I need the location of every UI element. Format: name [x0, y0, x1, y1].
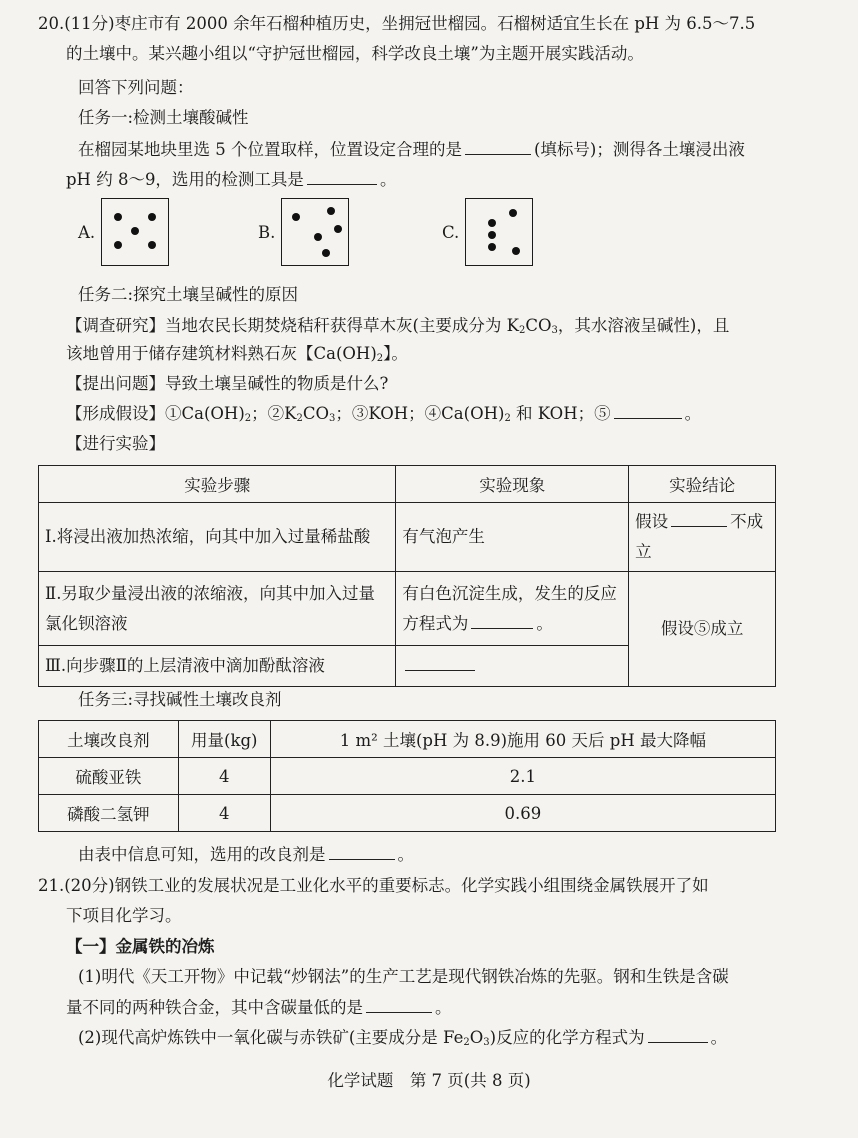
conclusion-1 [629, 503, 776, 572]
table-row [39, 758, 776, 795]
subscript: 2 [296, 413, 303, 424]
option-c-label: C. [442, 222, 460, 242]
option-a-label: A. [78, 222, 96, 242]
subscript: 2 [463, 1037, 470, 1048]
option-b-diagram [281, 198, 349, 266]
research-text: 该地曾用于储存建筑材料熟石灰【Ca(OH) [66, 344, 377, 363]
option-a [78, 198, 169, 266]
conclusion-2: 假设⑤成立 [629, 572, 776, 687]
sample-dot [148, 213, 156, 221]
hyp-text: 【形成假设】①Ca(OH) [66, 404, 245, 423]
subscript: 2 [244, 413, 252, 424]
option-b-label: B. [258, 222, 276, 242]
task1-title: 任务一:检测土壤酸碱性 [78, 108, 249, 127]
hyp-text: ；②K [251, 404, 297, 423]
conclusion-text: 不成立 [635, 512, 764, 561]
answer-blank-conclusion1[interactable] [671, 510, 727, 527]
table-row [39, 572, 776, 646]
experiment-title: 【进行实验】 [66, 434, 165, 453]
answer-blank-equation2[interactable] [648, 1026, 708, 1043]
task3-title: 任务三:寻找碱性土壤改良剂 [78, 690, 282, 709]
hyp-text: CO [302, 404, 329, 423]
amendment-ph-drop: 0.69 [270, 795, 775, 832]
hyp-text: 和 KOH；⑤ [510, 404, 611, 423]
amendment-ph-drop: 2.1 [270, 758, 775, 795]
subscript: 2 [376, 353, 384, 364]
step-2: Ⅱ.另取少量浸出液的浓缩液，向其中加入过量氯化钡溶液 [39, 572, 396, 646]
p2-text: )反应的化学方程式为 [489, 1028, 645, 1047]
sample-dot [509, 209, 517, 217]
header-amendment: 土壤改良剂 [39, 721, 179, 758]
sample-dot [488, 243, 496, 251]
hyp-text: 。 [684, 404, 702, 423]
step-1: Ⅰ.将浸出液加热浓缩，向其中加入过量稀盐酸 [39, 503, 396, 572]
sample-dot [114, 213, 122, 221]
subscript: 2 [504, 413, 511, 424]
sample-dot [314, 233, 322, 241]
sample-dot [512, 247, 520, 255]
q20-intro-line1: 20.(11分)枣庄市有 2000 余年石榴种植历史，坐拥冠世榴园。石榴树适宜生长在 pH 为 6.5～7.5 [38, 14, 756, 33]
task1-line2 [66, 168, 396, 192]
answer-blank-amendment[interactable] [329, 843, 395, 860]
q21-p1-line2 [66, 996, 452, 1020]
p2-text: (2)现代高炉炼铁中一氧化碳与赤铁矿(主要成分是 Fe [78, 1028, 464, 1047]
task1-line1 [78, 138, 745, 162]
table-header-row [39, 466, 776, 503]
option-c-diagram [465, 198, 533, 266]
p1-text: 。 [435, 998, 452, 1017]
phenomenon-text: 有白色沉淀生成，发生的反应方程式为 [402, 583, 617, 633]
conclusion-text: 由表中信息可知，选用的改良剂是 [78, 845, 326, 864]
conclusion-text: 假设 [635, 512, 669, 531]
subscript: 3 [483, 1037, 490, 1048]
q21-intro-line2: 下项目化学习。 [66, 906, 182, 925]
q21-intro-line1: 21.(20分)钢铁工业的发展状况是工业化水平的重要标志。化学实践小组围绕金属铁展开了如 [38, 876, 709, 895]
q21-p2-line [78, 1026, 727, 1055]
answer-prompt: 回答下列问题： [78, 78, 194, 97]
research-text: 【调查研究】当地农民长期焚烧秸秆获得草木灰(主要成分为 K [66, 316, 520, 335]
p1-text: 量不同的两种铁合金，其中含碳量低的是 [66, 998, 363, 1017]
table-header-row [39, 721, 776, 758]
question-line: 【提出问题】导致土壤呈碱性的物质是什么? [66, 374, 389, 393]
amendment-name: 硫酸亚铁 [39, 758, 179, 795]
p2-text: 。 [710, 1028, 728, 1047]
sample-dot [131, 227, 139, 235]
sample-dot [334, 225, 342, 233]
conclusion-text: 。 [397, 845, 414, 864]
sample-dot [488, 219, 496, 227]
step-3: Ⅲ.向步骤Ⅱ的上层清液中滴加酚酞溶液 [39, 646, 396, 687]
research-text: ，其水溶液呈碱性)，且 [557, 316, 730, 335]
phenomenon-3 [396, 646, 629, 687]
task1-text-d: 。 [379, 170, 397, 189]
sample-dot [114, 241, 122, 249]
amendment-amount: 4 [178, 758, 270, 795]
option-c [442, 198, 533, 266]
sample-dot [327, 207, 335, 215]
amendment-table [38, 720, 776, 832]
task1-text-a: 在榴园某地块里选 5 个位置取样，位置设定合理的是 [78, 140, 462, 159]
option-a-diagram [101, 198, 169, 266]
subscript: 3 [329, 413, 336, 424]
p2-text: O [469, 1028, 484, 1047]
page-footer: 化学试题 第 7 页(共 8 页) [327, 1071, 531, 1090]
research-line1 [66, 314, 729, 343]
research-line2 [66, 342, 408, 371]
header-amount: 用量(kg) [178, 721, 270, 758]
sample-dot [148, 241, 156, 249]
phenomenon-1: 有气泡产生 [396, 503, 629, 572]
experiment-table [38, 465, 776, 687]
phenomenon-2 [396, 572, 629, 646]
subscript: 2 [519, 325, 526, 336]
hyp-text: ；③KOH；④Ca(OH) [335, 404, 505, 423]
task1-text-b: (填标号)；测得各土壤浸出液 [534, 140, 745, 159]
subscript: 3 [551, 325, 558, 336]
sample-dot [322, 249, 330, 257]
q21-p1-line1: (1)明代《天工开物》中记载“炒钢法”的生产工艺是现代钢铁冶炼的先驱。钢和生铁是含碳 [78, 967, 729, 986]
phenomenon-text: 。 [536, 613, 553, 633]
table-row [39, 795, 776, 832]
hypothesis-line [66, 402, 701, 431]
header-ph-drop: 1 m² 土壤(pH 为 8.9)施用 60 天后 pH 最大降幅 [270, 721, 775, 758]
task2-title: 任务二:探究土壤呈碱性的原因 [78, 285, 299, 304]
sample-dot [488, 231, 496, 239]
amendment-name: 磷酸二氢钾 [39, 795, 179, 832]
task1-text-c: pH 约 8～9，选用的检测工具是 [66, 170, 304, 189]
sample-dot [292, 213, 300, 221]
research-text: CO [525, 316, 552, 335]
answer-blank-hypothesis5[interactable] [614, 402, 682, 419]
answer-blank-phenomenon3[interactable] [405, 654, 475, 671]
answer-blank-equation[interactable] [471, 612, 533, 629]
research-text: 】。 [383, 344, 408, 363]
section1-title: 【一】金属铁的冶炼 [66, 937, 215, 956]
q20-intro-line2: 的土壤中。某兴趣小组以“守护冠世榴园，科学改良土壤”为主题开展实践活动。 [66, 44, 644, 63]
table-row [39, 503, 776, 572]
header-step: 实验步骤 [39, 466, 396, 503]
answer-blank-steel[interactable] [366, 996, 432, 1013]
conclusion-line [78, 843, 414, 867]
amendment-amount: 4 [178, 795, 270, 832]
answer-blank-tool[interactable] [307, 168, 377, 185]
answer-blank-position[interactable] [465, 138, 531, 155]
option-b [258, 198, 349, 266]
header-conclusion: 实验结论 [629, 466, 776, 503]
header-phenomenon: 实验现象 [396, 466, 629, 503]
